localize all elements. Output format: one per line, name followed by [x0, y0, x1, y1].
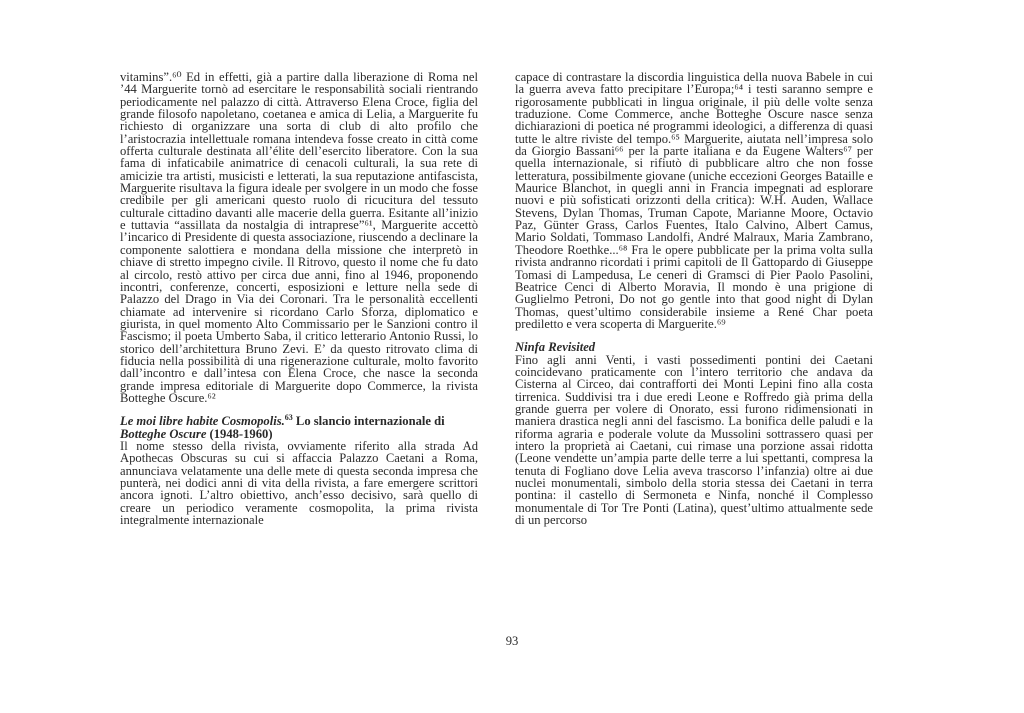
right-paragraph-1: capace di contrastare la discordia linguistica della nuova Babele in cui la guerra aveva fatto precipitare l’Europa;⁶⁴ i testi saranno sempre e rigorosamente pubblicati in lingua originale, il più delle volte senza traduzione. Come Commerce, anche Botteghe Oscure nasce senza dichiarazioni di poetica né programmi ideologici, a differenza di quasi tutte le altre riviste del tempo.⁶⁵ Marguerite, aiutata nell’impresa solo da Giorgio Bassani⁶⁶ per la parte italiana e da Eugene Walters⁶⁷ per quella internazionale, si rifiutò di pubblicare altro che non fosse letteratura, possibilmente giovane (uniche eccezioni Georges Bataille e Maurice Blanchot, in quegli anni in Francia impegnati ad esplorare nuovi e più sofisticati orizzonti della critica): W.H. Auden, Wallace Stevens, Dylan Thomas, Truman Capote, Marianne Moore, Octavio Paz, Günter Grass, Carlos Fuentes, Italo Calvino, Albert Camus, Mario Soldati, Tommaso Landolfi, André Malraux, Maria Zambrano, Theodore Roethke...⁶⁸ Fra le opere pubblicate per la prima volta sulla rivista andranno ricordati i primi capitoli de Il Gattopardo di Giuseppe Tomasi di Lampedusa, Le ceneri di Gramsci di Pier Paolo Pasolini, Beatrice Cenci di Alberto Moravia, Il mondo è una prigione di Guglielmo Petroni, Do not go gentle into that good night di Dylan Thomas, quest’ultimo considerabile insieme a René Char poeta prediletto e vera scoperta di Marguerite.⁶⁹: [515, 70, 873, 331]
right-column: [515, 71, 873, 526]
section-heading-botteghe-oscure: Le moi libre habite Cosmopolis.$^{63}$ Lo slancio internazionale di Botteghe Oscure (1948-1960): [120, 413, 445, 441]
page-number: 93: [505, 634, 519, 648]
left-column: [120, 71, 478, 526]
right-paragraph-2: Fino agli anni Venti, i vasti possedimenti pontini dei Caetani coincidevano praticamente con l’intero territorio che andava da Cisterna al Circeo, dai contrafforti dei Monti Lepini fino alla costa tirrenica. Suddivisi tra i due eredi Leone e Roffredo già prima della grande guerra per volere di Onorato, essi furono ridimensionati in maniera drastica negli anni del fascismo. La bonifica delle paludi e la riforma agraria e poderale volute da Mussolini sottrassero quasi per intero la proprietà ai Caetani, cui rimase una porzione assai ridotta (Leone vendette un’ampia parte delle terre a lui spettanti, compresa la tenuta di Fogliano dove Lelia aveva trascorso l’infanzia) oltre ai due nuclei monumentali, simbolo della storia stessa dei Caetani in terra pontina: il castello di Sermoneta e Ninfa, nonché il Complesso monumentale di Tor Tre Ponti (Latina), quest’ultimo attualmente sede di un percorso: [515, 352, 873, 528]
section-heading-ninfa-revisited: Ninfa Revisited: [515, 340, 596, 355]
left-paragraph-2: Il nome stesso della rivista, ovviamente riferito alla strada Ad Apothecas Obscuras su cui si affaccia Palazzo Caetani a Roma, annunciava velatamente una delle mete di questa seconda impresa che punterà, nei dodici anni di vita della rivista, a fare emergere scrittori ancora ignoti. L’altro obiettivo, anch’esso decisivo, sarà quello di creare un periodico veramente cosmopolita, la prima rivista integralmente internazionale: [120, 438, 478, 528]
left-paragraph-1: vitamins”.⁶⁰ Ed in effetti, già a partire dalla liberazione di Roma nel ’44 Marguerite tornò ad esercitare le responsabilità sociali rientrando periodicamente nel palazzo di città. Attraverso Elena Croce, figlia del grande filosofo napoletano, coetanea e amica di Lelia, a Marguerite fu richiesto di organizzare una sorta di club di alto profilo che l’aristocrazia intellettuale romana intendeva fosse creato in città come offerta culturale destinata all’élite dell’esercito liberatore. Con la sua fama di infaticabile animatrice di cenacoli culturali, la sua rete di amicizie tra artisti, musicisti e letterati, la sua reputazione antifascista, Marguerite risultava la figura ideale per svolgere in un modo che fosse credibile per gli americani questo ruolo di ricucitura del tessuto culturale cittadino davanti alle macerie della guerra. Esitante all’inizio e tuttavia “assillata da nostalgia di intraprese”⁶¹, Marguerite accettò l’incarico di Presidente di questa associazione, riuscendo a declinare la componente salottiera e mondana della missione che interpretò in chiave di stretto impegno civile. Il Ritrovo, questo il nome che fu dato al circolo, restò attivo per circa due anni, fino al 1946, proponendo incontri, conferenze, concerti, esposizioni e letture nella sede di Palazzo del Drago in Via dei Coronari. Tra le personalità eccellenti chiamate ad intervenire si ricordano Carlo Sforza, diplomatico e giurista, in quel momento Alto Commissario per le Sanzioni contro il Fascismo; il poeta Umberto Saba, il critico letterario Antonio Russi, lo storico dell’architettura Bruno Zevi. E’ da questo ritrovato clima di fiducia nella possibilità di una rigenerazione culturale, molto favorito dall’incontro e dall’intesa con Elena Croce, che nasce la seconda grande impresa editoriale di Marguerite dopo Commerce, la rivista Botteghe Oscure.⁶²: [120, 70, 478, 405]
